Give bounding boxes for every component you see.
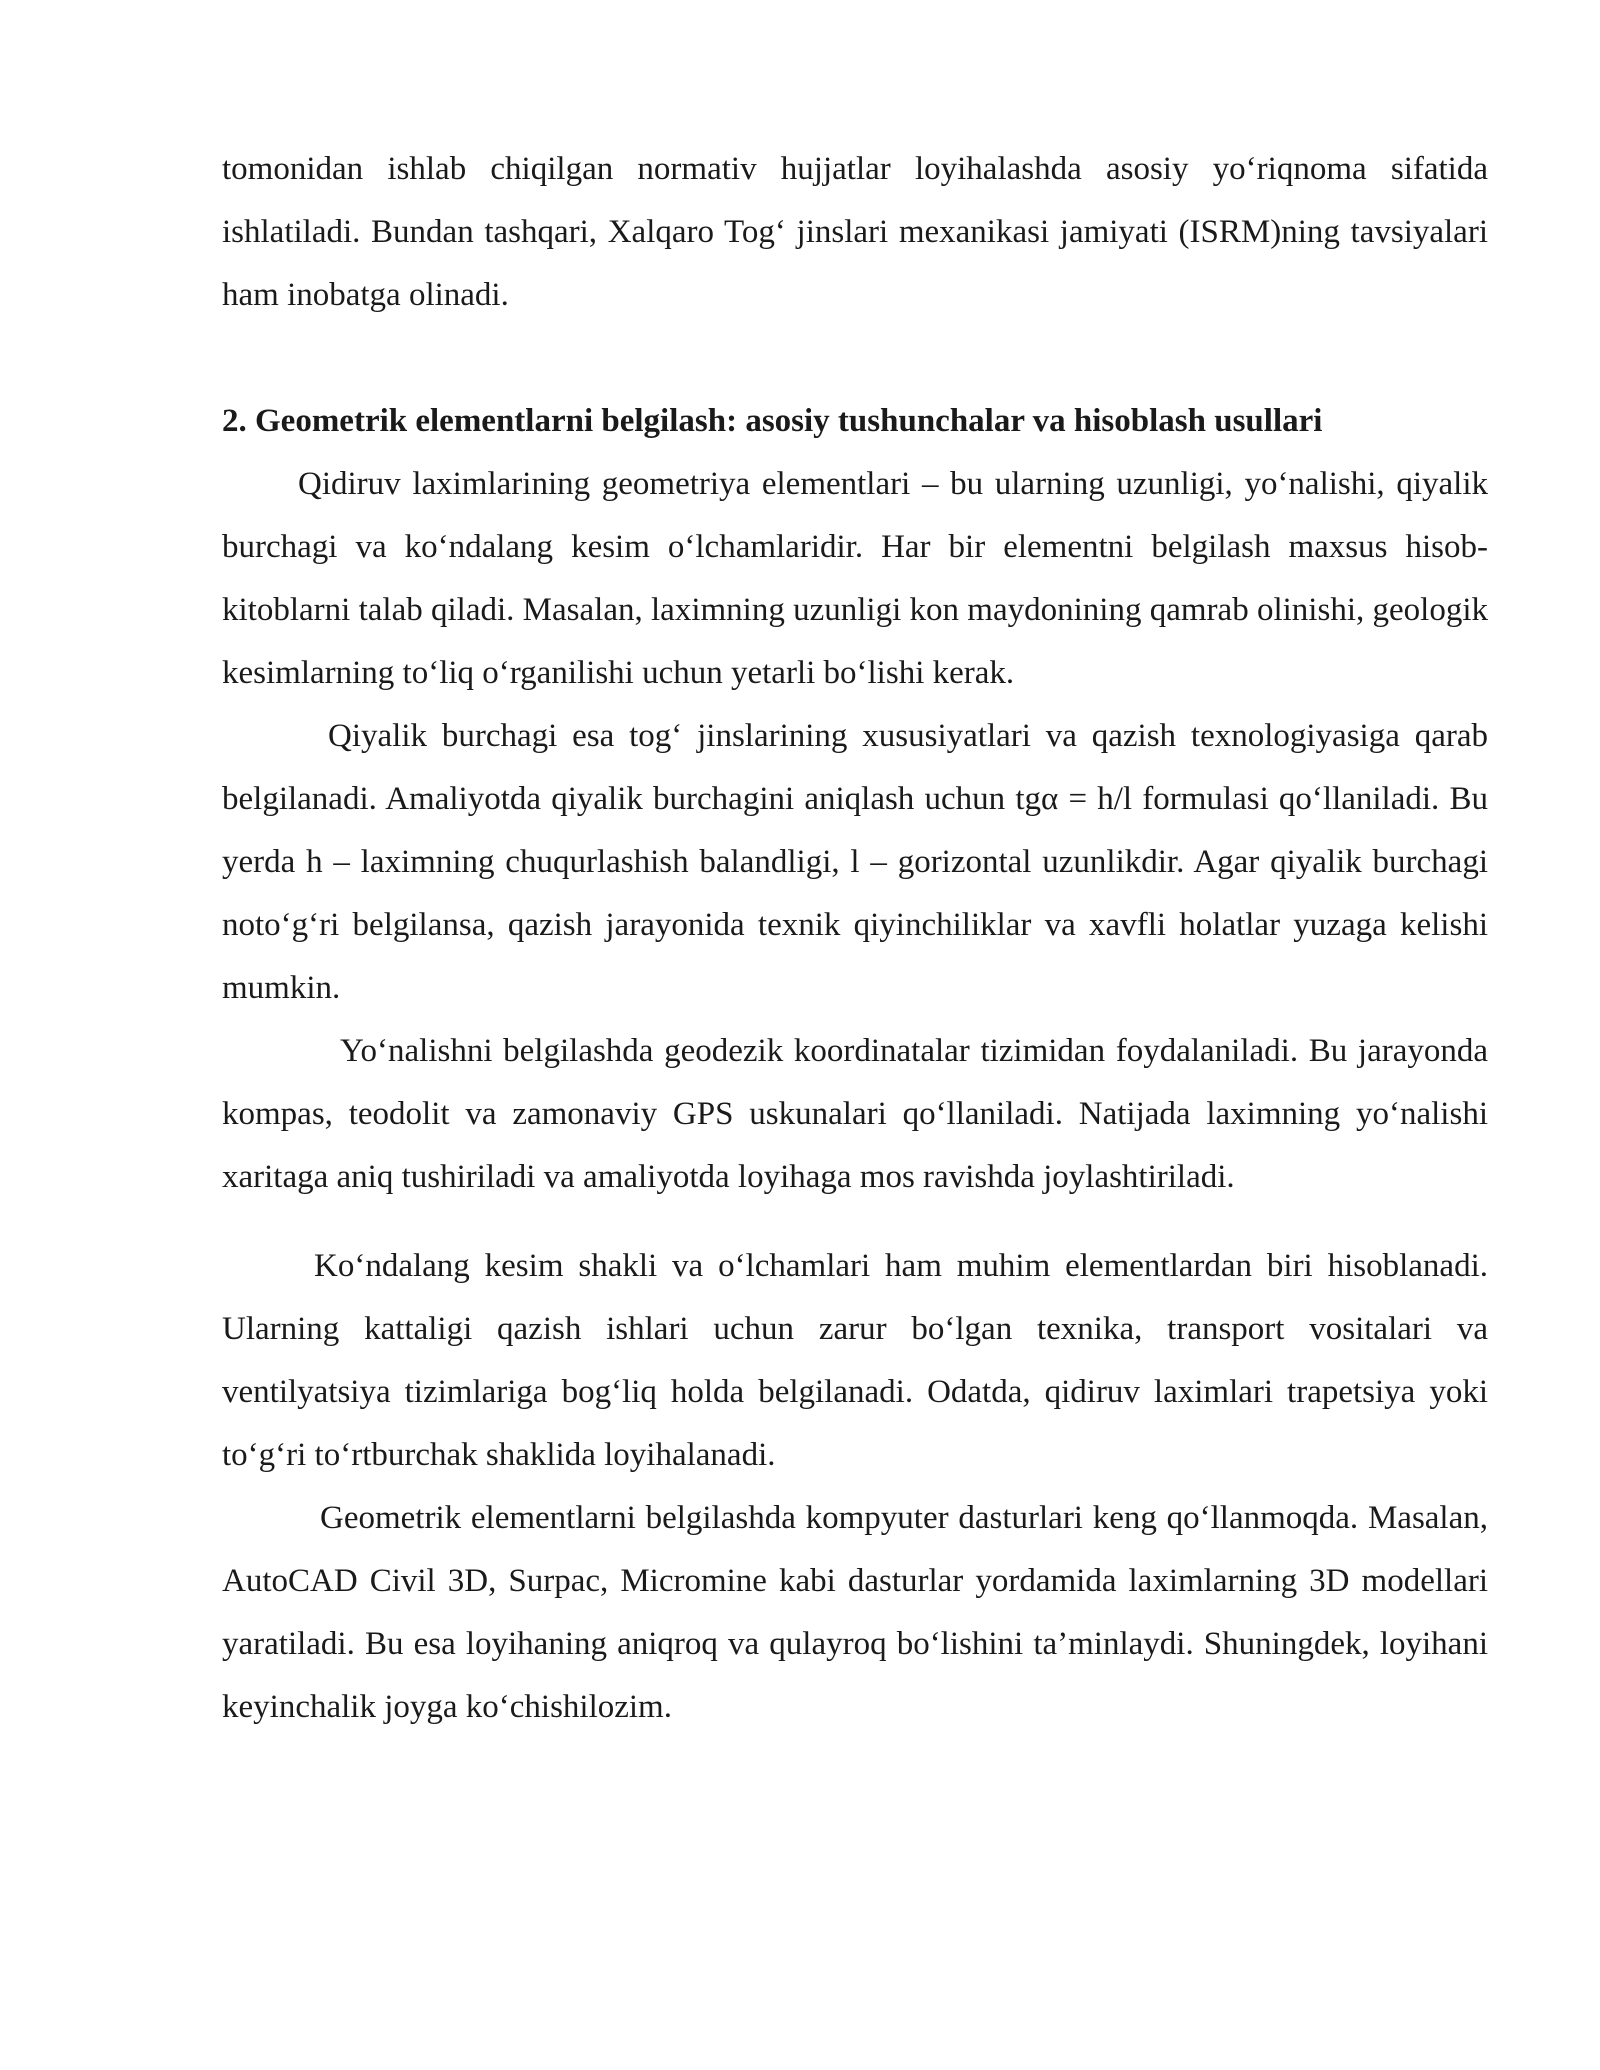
body-paragraph: Qidiruv laximlarining geometriya elementlari – bu ularning uzunligi, yo‘nalishi, qiyalik burchagi va ko‘ndalang kesim o‘lchamlaridir. Har bir elementni belgilash maxsus hisob-kitoblarni talab qiladi. Masalan, laximning uzunligi kon maydonining qamrab olinishi, geologik kesimlarning to‘liq o‘rganilishi uchun yetarli bo‘lishi kerak. — [222, 466, 1488, 691]
body-paragraph: Ko‘ndalang kesim shakli va o‘lchamlari ham muhim elementlardan biri hisoblanadi. Ularning kattaligi qazish ishlari uchun zarur bo‘lgan texnika, transport vositalari va ventilyatsiya tizimlariga bog‘liq holda belgilanadi. Odatda, qidiruv laximlari trapetsiya yoki to‘g‘ri to‘rtburchak shaklida loyihalanadi. — [222, 1248, 1488, 1473]
body-paragraph: Geometrik elementlarni belgilashda kompyuter dasturlari keng qo‘llanmoqda. Masalan, AutoCAD Civil 3D, Surpac, Micromine kabi dasturlar yordamida laximlarning 3D modellari yaratiladi. Bu esa loyihaning aniqroq va qulayroq bo‘lishini ta’minlaydi. Shuningdek, loyihani keyinchalik joyga ko‘chishilozim. — [222, 1500, 1488, 1725]
body-paragraph: Yo‘nalishni belgilashda geodezik koordinatalar tizimidan foydalaniladi. Bu jarayonda kompas, teodolit va zamonaviy GPS uskunalari qo‘llaniladi. Natijada laximning yo‘nalishi xaritaga aniq tushiriladi va amaliyotda loyihaga mos ravishda joylashtiriladi. — [222, 1033, 1488, 1195]
spacer — [222, 327, 1488, 390]
intro-paragraph: tomonidan ishlab chiqilgan normativ hujjatlar loyihalashda asosiy yo‘riqnoma sifatida ishlatiladi. Bundan tashqari, Xalqaro Tog‘ jinslari mexanikasi jamiyati (ISRM)ning tavsiyalari ham inobatga olinadi. — [222, 151, 1488, 313]
section-heading: 2. Geometrik elementlarni belgilash: asosiy tushunchalar va hisoblash usullari — [222, 403, 1323, 439]
spacer — [222, 1209, 1488, 1235]
body-paragraph: Qiyalik burchagi esa tog‘ jinslarining xususiyatlari va qazish texnologiyasiga qarab belgilanadi. Amaliyotda qiyalik burchagini aniqlash uchun tgα = h/l formulasi qo‘llaniladi. Bu yerda h – laximning chuqurlashish balandligi, l – gorizontal uzunlikdir. Agar qiyalik burchagi noto‘g‘ri belgilansa, qazish jarayonida texnik qiyinchiliklar va xavfli holatlar yuzaga kelishi mumkin. — [222, 718, 1488, 1006]
document-page — [222, 138, 1488, 1739]
